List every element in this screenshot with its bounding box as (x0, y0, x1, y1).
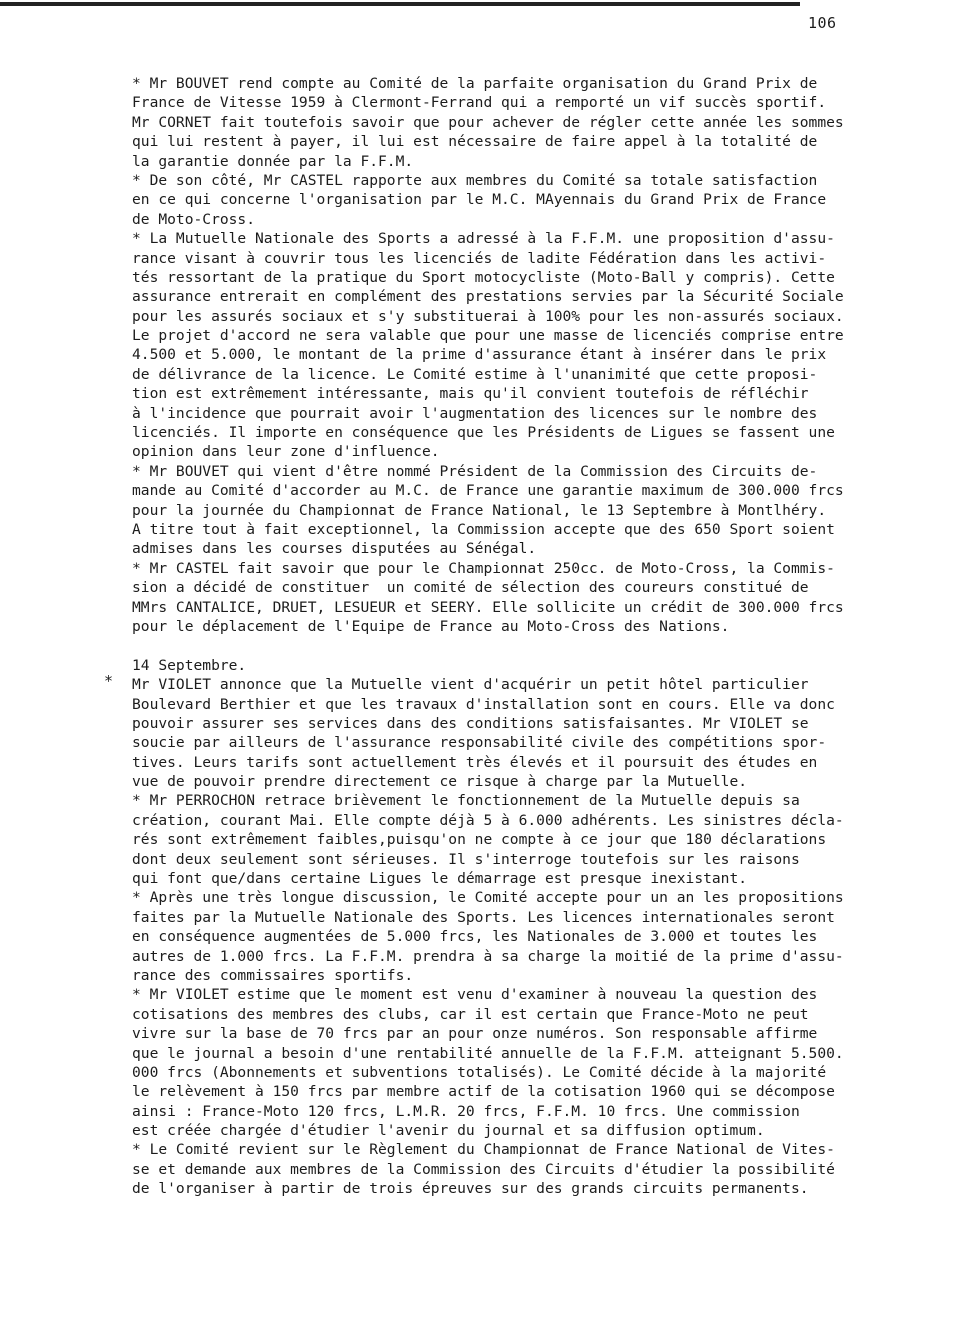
text-line: Mr CORNET fait toutefois savoir que pour achever de régler cette année les sommes (132, 113, 844, 131)
text-line: * Mr BOUVET qui vient d'être nommé Président de la Commission des Circuits de- (132, 462, 818, 480)
text-line: de Moto-Cross. (132, 210, 256, 228)
date-heading: 14 Septembre. (132, 656, 247, 674)
text-line: vivre sur la base de 70 frcs par an pour onze numéros. Son responsable affirme (132, 1025, 818, 1043)
text-line: * Le Comité revient sur le Règlement du Championnat de France National de Vites- (132, 1141, 835, 1159)
text-line: opinion dans leur zone d'influence. (132, 443, 440, 461)
text-line: * Mr CASTEL fait savoir que pour le Championnat 250cc. de Moto-Cross, la Commis- (132, 559, 835, 577)
text-line: pour la journée du Championnat de France National, le 13 Septembre à Montlhéry. (132, 501, 827, 519)
text-line: France de Vitesse 1959 à Clermont-Ferrand qui a remporté un vif succès sportif. (132, 94, 827, 112)
text-line: faites par la Mutuelle Nationale des Sports. Les licences internationales seront (132, 908, 835, 926)
margin-asterisk-mark: * (104, 672, 114, 690)
text-line: * De son côté, Mr CASTEL rapporte aux membres du Comité sa totale satisfaction (132, 171, 818, 189)
text-line: pouvoir assurer ses services dans des conditions satisfaisantes. Mr VIOLET se (132, 714, 809, 732)
text-line: la garantie donnée par la F.F.M. (132, 152, 414, 170)
text-line: admises dans les courses disputées au Sénégal. (132, 540, 537, 558)
text-line: en ce qui concerne l'organisation par le M.C. MAyennais du Grand Prix de France (132, 191, 827, 209)
text-line: se et demande aux membres de la Commission des Circuits d'étudier la possibilité (132, 1160, 835, 1178)
text-line: * Mr PERROCHON retrace brièvement le fonctionnement de la Mutuelle depuis sa (132, 792, 800, 810)
text-line: cotisations des membres des clubs, car il est certain que France-Moto ne peut (132, 1005, 809, 1023)
text-line: à l'incidence que pourrait avoir l'augmentation des licences sur le nombre des (132, 404, 818, 422)
top-rule (0, 2, 800, 6)
text-line: autres de 1.000 frcs. La F.F.M. prendra à sa charge la moitié de la prime d'assu- (132, 947, 844, 965)
text-line: * La Mutuelle Nationale des Sports a adressé à la F.F.M. une proposition d'assu- (132, 230, 835, 248)
text-line: qui font que/dans certaine Ligues le démarrage est presque inexistant. (132, 870, 748, 888)
text-line: Le projet d'accord ne sera valable que pour une masse de licenciés comprise entre (132, 327, 844, 345)
text-line: tives. Leurs tarifs sont actuellement très élevés et il poursuit des études en (132, 753, 818, 771)
text-line: mande au Comité d'accorder au M.C. de France une garantie maximum de 300.000 frcs (132, 482, 844, 500)
text-line: MMrs CANTALICE, DRUET, LESUEUR et SEERY. Elle sollicite un crédit de 300.000 frcs (132, 598, 844, 616)
text-line: dont deux seulement sont sérieuses. Il s'interroge toutefois sur les raisons (132, 850, 800, 868)
text-line: qui lui restent à payer, il lui est nécessaire de faire appel à la totalité de (132, 133, 818, 151)
text-line: pour les assurés sociaux et s'y substituerai à 100% pour les non-assurés sociaux. (132, 307, 844, 325)
text-line: rés sont extrêmement faibles,puisqu'on ne compte à ce jour que 180 déclarations (132, 831, 827, 849)
text-line: A titre tout à fait exceptionnel, la Commission accepte que des 650 Sport soient (132, 520, 835, 538)
text-line: soucie par ailleurs de l'assurance responsabilité civile des compétitions spor- (132, 734, 827, 752)
text-line: rance visant à couvrir tous les licenciés de ladite Fédération dans les activi- (132, 249, 827, 267)
text-line: est créée chargée d'étudier l'avenir du journal et sa diffusion optimum. (132, 1122, 765, 1140)
minutes-section-1 (132, 74, 922, 636)
text-line: le relèvement à 150 frcs par membre actif de la cotisation 1960 qui se décompose (132, 1083, 835, 1101)
text-line: * Mr BOUVET rend compte au Comité de la parfaite organisation du Grand Prix de (132, 75, 818, 92)
text-line: ainsi : France-Moto 120 frcs, L.M.R. 20 frcs, F.F.M. 10 frcs. Une commission (132, 1102, 800, 1120)
text-line: vue de pouvoir prendre directement ce risque à charge par la Mutuelle. (132, 773, 748, 791)
text-line: rance des commissaires sportifs. (132, 966, 414, 984)
minutes-text (132, 74, 922, 1199)
text-line: sion a décidé de constituer un comité de sélection des coureurs constitué de (132, 579, 809, 597)
text-line: en conséquence augmentées de 5.000 frcs, les Nationales de 3.000 et toutes les (132, 928, 818, 946)
text-line: création, courant Mai. Elle compte déjà 5 à 6.000 adhérents. Les sinistres décla- (132, 811, 844, 829)
text-line: tés ressortant de la pratique du Sport motocycliste (Moto-Ball y compris). Cette (132, 268, 835, 286)
paragraph-gap (132, 636, 922, 655)
text-line: de l'organiser à partir de trois épreuves sur des grands circuits permanents. (132, 1180, 809, 1198)
text-line: pour le déplacement de l'Equipe de France au Moto-Cross des Nations. (132, 617, 730, 635)
text-line: de délivrance de la licence. Le Comité estime à l'unanimité que cette proposi- (132, 365, 818, 383)
text-line: que le journal a besoin d'une rentabilité annuelle de la F.F.M. atteignant 5.500. (132, 1044, 844, 1062)
text-line: assurance entrerait en complément des prestations servies par la Sécurité Sociale (132, 288, 844, 306)
page-number: 106 (808, 14, 837, 32)
text-line: * Après une très longue discussion, le Comité accepte pour un an les propositions (132, 889, 844, 907)
text-line: 4.500 et 5.000, le montant de la prime d'assurance étant à insérer dans le prix (132, 346, 827, 364)
text-line: Mr VIOLET annonce que la Mutuelle vient d'acquérir un petit hôtel particulier (132, 676, 809, 694)
text-line: * Mr VIOLET estime que le moment est venu d'examiner à nouveau la question des (132, 986, 818, 1004)
text-line: licenciés. Il importe en conséquence que les Présidents de Ligues se fassent une (132, 424, 835, 442)
text-line: 000 frcs (Abonnements et subventions totalisés). Le Comité décide à la majorité (132, 1063, 827, 1081)
text-line: Boulevard Berthier et que les travaux d'installation sont en cours. Elle va donc (132, 695, 835, 713)
minutes-section-2 (132, 656, 922, 1199)
text-line: tion est extrêmement intéressante, mais qu'il convient toutefois de réfléchir (132, 385, 809, 403)
